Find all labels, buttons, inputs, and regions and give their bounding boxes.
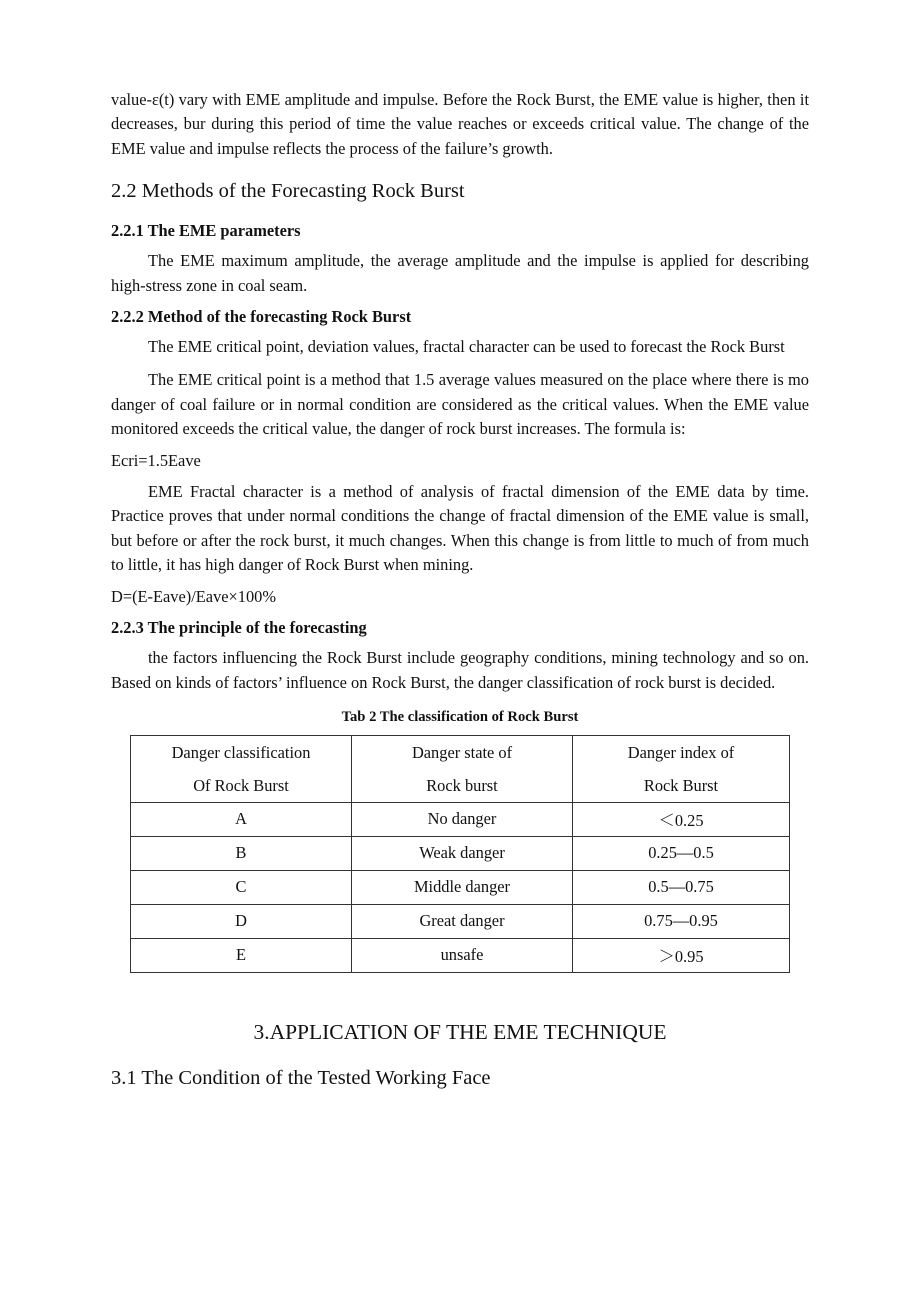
- formula: Ecri=1.5Eave: [111, 450, 201, 470]
- paragraph: value-ε(t) vary with EME amplitude and impulse. Before the Rock Burst, the EME value is higher, then it decreases, bur during this period of time the value reaches or exceeds critical value. The change of the EME value and impulse reflects the process of the failure’s growth.: [111, 90, 809, 158]
- paragraph: The EME critical point is a method that 1.5 average values measured on the place where there is mo danger of coal failure or in normal condition are considered as the critical values. When the EME value monitored exceeds the critical value, the danger of rock burst increases. The formula is:: [111, 370, 809, 439]
- header-cell: [352, 735, 573, 802]
- table-cell: 0.25—0.5: [573, 836, 790, 870]
- table-caption: Tab 2 The classification of Rock Burst: [341, 708, 579, 725]
- header-line: Danger classification: [171, 742, 311, 762]
- table-cell: Weak danger: [352, 836, 573, 870]
- section-heading: 3.1 The Condition of the Tested Working Face: [111, 1066, 491, 1089]
- table-cell: unsafe: [352, 938, 573, 972]
- table-row: [131, 836, 790, 870]
- table-cell: E: [131, 938, 352, 972]
- table-cell: 0.5—0.75: [573, 870, 790, 904]
- paragraph: The EME critical point, deviation values, fractal character can be used to forecast the Rock Burst: [148, 337, 785, 357]
- table-cell: ＞0.95: [573, 938, 790, 972]
- header-line: Danger state of: [411, 742, 513, 762]
- header-line: Of Rock Burst: [193, 775, 289, 795]
- chapter-heading: 3.APPLICATION OF THE EME TECHNIQUE: [253, 1019, 667, 1044]
- section-heading: 2.2 Methods of the Forecasting Rock Burst: [111, 180, 465, 203]
- table-header-row: [131, 735, 790, 802]
- subsection-heading: 2.2.1 The EME parameters: [111, 221, 301, 241]
- table-cell: B: [131, 836, 352, 870]
- table-row: [131, 904, 790, 938]
- table-row: [131, 802, 790, 836]
- table-cell: D: [131, 904, 352, 938]
- header-cell: [573, 735, 790, 802]
- header-line: Rock Burst: [643, 775, 719, 795]
- subsection-heading: 2.2.3 The principle of the forecasting: [111, 618, 367, 638]
- table-row: [131, 870, 790, 904]
- header-cell: [131, 735, 352, 802]
- header-line: Rock burst: [426, 775, 498, 795]
- paragraph: EME Fractal character is a method of analysis of fractal dimension of the EME data by time. Practice proves that under normal conditions the change of fractal dimension of the EME value is small, but before or after the rock burst, it much changes. When this change is from little to much of from much to little, it has high danger of Rock Burst when mining.: [111, 482, 809, 575]
- table-cell: Great danger: [352, 904, 573, 938]
- paragraph: the factors influencing the Rock Burst include geography conditions, mining technology and so on. Based on kinds of factors’ influence on Rock Burst, the danger classification of rock burst is decided.: [111, 648, 809, 692]
- table-row: [131, 938, 790, 972]
- formula: D=(E-Eave)/Eave×100%: [111, 586, 277, 606]
- table-cell: 0.75—0.95: [573, 904, 790, 938]
- subsection-heading: 2.2.2 Method of the forecasting Rock Burst: [111, 307, 412, 327]
- paragraph: The EME maximum amplitude, the average amplitude and the impulse is applied for describing high-stress zone in coal seam.: [111, 251, 809, 295]
- document-page: [111, 88, 809, 1091]
- header-line: Danger index of: [627, 742, 735, 762]
- table-cell: A: [131, 802, 352, 836]
- table-cell: Middle danger: [352, 870, 573, 904]
- classification-table: [130, 735, 790, 973]
- table-cell: ＜0.25: [573, 802, 790, 836]
- table-cell: C: [131, 870, 352, 904]
- table-cell: No danger: [352, 802, 573, 836]
